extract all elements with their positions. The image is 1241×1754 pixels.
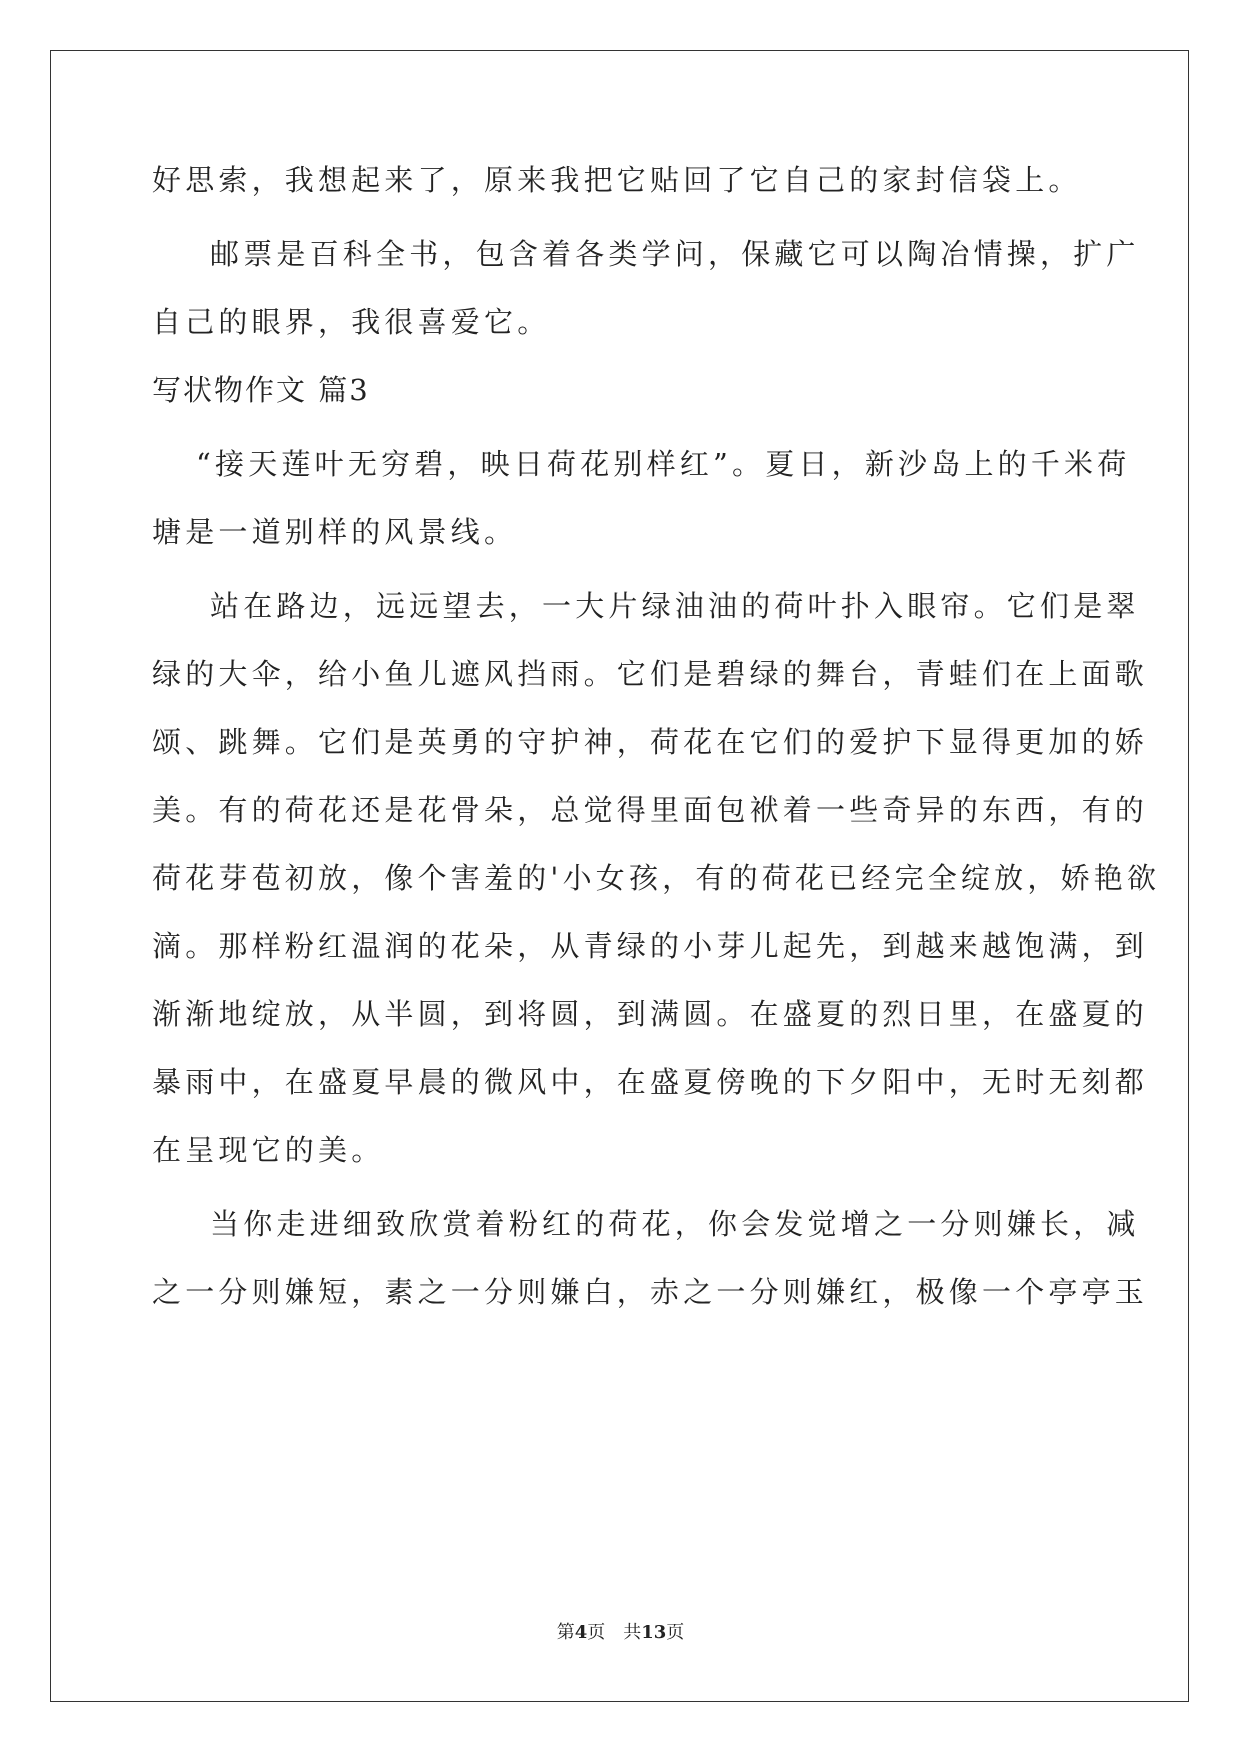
text-line: 站在路边，远远望去，一大片绿油油的荷叶扑入眼帘。它们是翠 [210, 589, 1140, 623]
text-line: 邮票是百科全书，包含着各类学问，保藏它可以陶冶情操，扩广 [210, 237, 1140, 271]
text-line: 渐渐地绽放，从半圆，到将圆，到满圆。在盛夏的烈日里，在盛夏的 [152, 997, 1149, 1031]
text-line: 美。有的荷花还是花骨朵，总觉得里面包袱着一些奇异的东西，有的 [152, 793, 1149, 827]
text-line: 荷花芽苞初放，像个害羞的'小女孩，有的荷花已经完全绽放，娇艳欲 [152, 861, 1161, 895]
text-line: 在呈现它的美。 [152, 1133, 385, 1167]
text-line: “接天莲叶无穷碧，映日荷花别样红”。夏日，新沙岛上的千米荷 [196, 447, 1131, 481]
text-line: 暴雨中，在盛夏早晨的微风中，在盛夏傍晚的下夕阳中，无时无刻都 [152, 1065, 1149, 1099]
current-page-number: 4 [574, 1622, 588, 1643]
footer-prefix: 第 [556, 1622, 575, 1643]
text-line: 颂、跳舞。它们是英勇的守护神，荷花在它们的爱护下显得更加的娇 [152, 725, 1149, 759]
text-line: 之一分则嫌短，素之一分则嫌白，赤之一分则嫌红，极像一个亭亭玉 [152, 1275, 1149, 1309]
section-heading: 写状物作文 篇3 [152, 373, 370, 407]
footer-total-prefix: 共 [623, 1622, 642, 1643]
page-footer [0, 1618, 1241, 1644]
footer-total-suffix: 页 [666, 1622, 685, 1643]
text-line: 自己的眼界，我很喜爱它。 [152, 305, 551, 339]
text-line: 好思索，我想起来了，原来我把它贴回了它自己的家封信袋上。 [152, 163, 1082, 197]
text-line: 滴。那样粉红温润的花朵，从青绿的小芽儿起先，到越来越饱满，到 [152, 929, 1149, 963]
footer-page-word: 页 [587, 1622, 606, 1643]
text-line: 塘是一道别样的风景线。 [152, 515, 518, 549]
total-pages-number: 13 [641, 1622, 667, 1643]
text-line: 当你走进细致欣赏着粉红的荷花，你会发觉增之一分则嫌长，减 [210, 1207, 1140, 1241]
text-line: 绿的大伞，给小鱼儿遮风挡雨。它们是碧绿的舞台，青蛙们在上面歌 [152, 657, 1149, 691]
